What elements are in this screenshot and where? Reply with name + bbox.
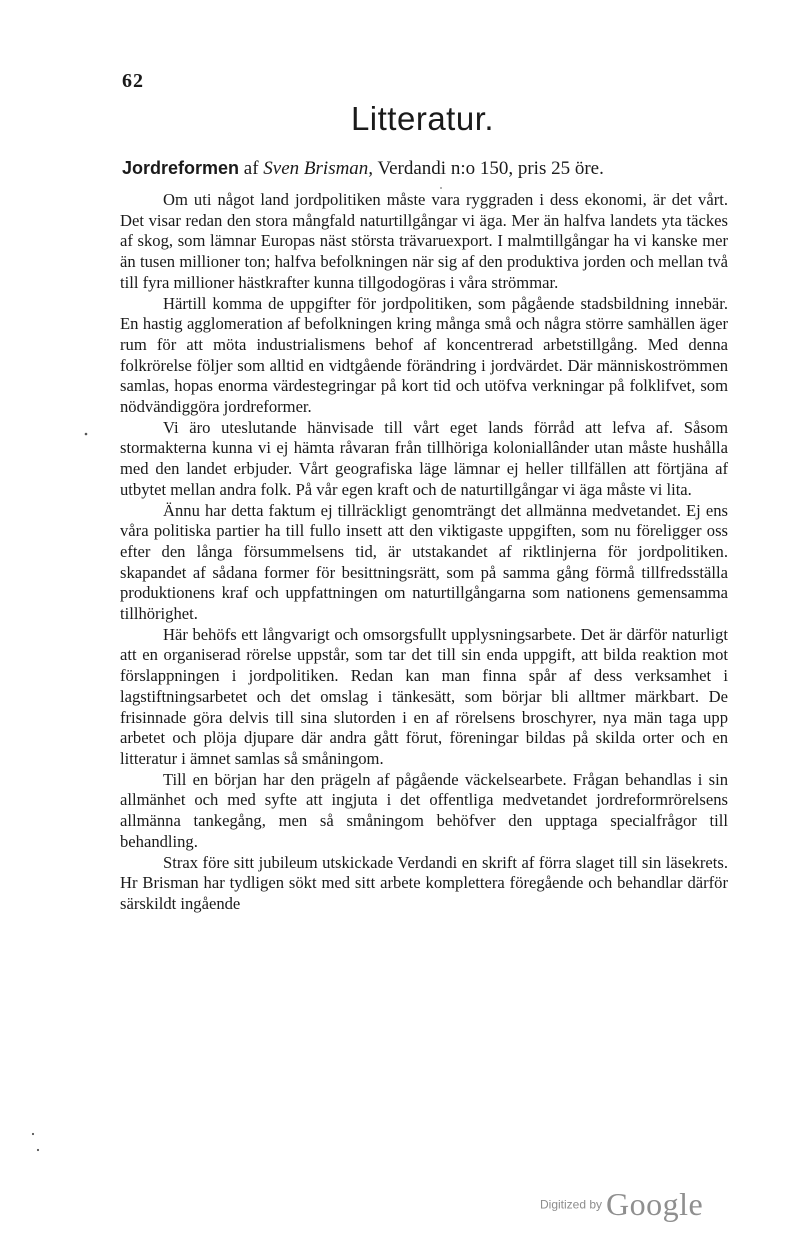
scan-speck [440,187,442,189]
scan-speck [37,1149,39,1151]
page-number: 62 [122,70,144,92]
paragraph: Vi äro uteslutande hänvisade till vårt eget lands förråd att lefva af. Såsom stormakterna kunna vi ej hämta råvaran från tillhöriga koloniallânder utan måste hushålla med den landet erbjuder. Vårt geografiska läge lämnar ej heller tillfällen att förtjäna af utbytet mellan andra folk. På vår egen kraft och de naturtillgångar vi äga måste vi lita. [120,417,728,499]
section-title: Litteratur. [350,100,495,137]
watermark-prefix: Digitized by [540,1197,603,1212]
digitization-watermark [540,1186,703,1223]
paragraph: Om uti något land jordpolitiken måste vara ryggraden i dess ekonomi, är det vårt. Det visar redan den stora mångfald naturtillgångar vi äga. Mer än halfva landets yta täckes af skog, som lämnar Europas näst största trävaruexport. I malmtillgångar ha vi kanske mer än tusen millioner ton; halfva befolkningen när sig af den produktiva jorden och mellan två till fyra millioner hästkrafter kunna tillgodogöras i våra strömmar. [120,190,728,292]
scan-speck [32,1133,34,1135]
paragraph: Här behöfs ett långvarigt och omsorgsfullt upplysningsarbete. Det är därför naturligt att en organiserad rörelse uppstår, som tar det till sin enda uppgift, att bilda reaktion mot förslappningen i jordpolitiken. Redan kan man finna spår af dess verksamhet i lagstiftningsarbetet och det omslag i tänkesätt, som börjar bli alltmer märkbart. De frisinnade göra delvis till sina slutorden i en af rörelsens broschyrer, nya män taga upp arbetet och plöja djupare där andra gått förut, föreningar bildas på skilda orter och en litteratur i ämnet samlas så småningom. [120,624,728,768]
paragraph: Härtill komma de uppgifter för jordpolitiken, som pågående stadsbildning innebär. En hastig agglomeration af befolkningen kring många små och några större samhällen äger rum för att möta industrialismens behof af koncentrerad arbetstillgång. Med denna folkrörelse följer som alltid en vidtgående förändring i jordvärdet. Där människoströmmen samlas, hopas enorma värdestegringar på kort tid och utöfva verkningar på folklifvet, som nödvändiggöra jordreformer. [120,293,728,417]
paragraph: Strax före sitt jubileum utskickade Verdandi en skrift af förra slaget till sin läsekrets. Hr Brisman har tydligen sökt med sitt arbete komplettera föregående och behandlar därför särskildt ingående [120,852,728,913]
paragraph: Till en början har den prägeln af pågående väckelsearbete. Frågan behandlas i sin allmänhet och med syfte att ingjuta i det offentliga medvetandet jordreformrörelsens allmänna tankegång, men så småningom behöfver den upptaga specialfrågor till behandling. [120,769,728,851]
paragraph: Ännu har detta faktum ej tillräckligt genomträngt det allmänna medvetandet. Ej ens våra politiska partier ha till fullo insett att den viktigaste uppgiften, som nu föreligger oss efter den långa försummelsens tid, är utstakandet af riktlinjerna för jordpolitiken. skapandet af sådana former för besittningsrätt, som på samma gång förmå tillfredsställa produktionens kraf och uppfattningen om naturtillgångarna som nationens gemensamma tillhörighet. [120,500,728,624]
publication-details: Verdandi n:o 150, pris 25 öre. [377,158,604,179]
article-body [120,190,728,915]
author-name: Sven Brisman, [263,158,374,179]
review-header [122,156,732,181]
book-title: Jordreformen [122,158,240,178]
author-preposition: af [243,158,259,179]
scan-speck [85,433,88,436]
google-logo: Google [606,1186,704,1222]
